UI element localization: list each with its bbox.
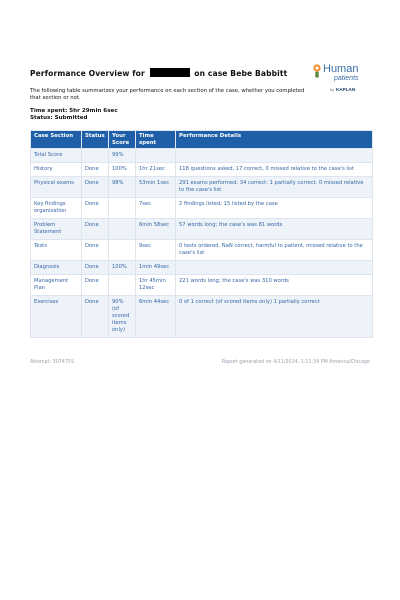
time-spent: Time spent: 5hr 29min 6sec xyxy=(30,107,118,114)
cell-time: 53min 1sec xyxy=(136,177,176,198)
cell-score xyxy=(109,198,136,219)
table-row xyxy=(31,198,373,219)
cell-score xyxy=(109,219,136,240)
cell-time: 6min 58sec xyxy=(136,219,176,240)
cell-details xyxy=(176,261,373,275)
cell-section: Management Plan xyxy=(31,275,82,296)
logo-word: Human xyxy=(323,63,359,75)
cell-status: Done xyxy=(82,261,109,275)
cell-details xyxy=(176,149,373,163)
cell-section: Problem Statement xyxy=(31,219,82,240)
cell-section: Physical exams xyxy=(31,177,82,198)
column-header-section: Case Section xyxy=(31,131,82,149)
cell-score: 100% xyxy=(109,163,136,177)
title-prefix: Performance Overview for xyxy=(30,69,145,78)
cell-status xyxy=(82,149,109,163)
cell-score xyxy=(109,275,136,296)
cell-details: 291 exams performed, 34 correct; 1 partially correct, 0 missed relative to the case's list xyxy=(176,177,373,198)
table-row xyxy=(31,240,373,261)
attempt-id: Attempt: 3074755 xyxy=(30,360,75,365)
cell-status: Done xyxy=(82,163,109,177)
cell-score: 98% xyxy=(109,177,136,198)
cell-section: History xyxy=(31,163,82,177)
table-row xyxy=(31,149,373,163)
cell-status: Done xyxy=(82,296,109,338)
cell-details: 2 findings listed; 15 listed by the case xyxy=(176,198,373,219)
cell-section: Total Score xyxy=(31,149,82,163)
column-header-details: Performance Details xyxy=(176,131,373,149)
cell-time: 7sec xyxy=(136,198,176,219)
redacted-name xyxy=(150,68,190,77)
logo-sub: patients xyxy=(334,75,359,82)
kaplan-logo: KAPLAN xyxy=(336,86,356,92)
cell-score: 90% (of scored items only) xyxy=(109,296,136,338)
title-row xyxy=(30,63,370,92)
cell-status: Done xyxy=(82,219,109,240)
cell-details: 221 words long; the case's was 310 words xyxy=(176,275,373,296)
column-header-score: Your Score xyxy=(109,131,136,149)
cell-time: 6min 44sec xyxy=(136,296,176,338)
cell-status: Done xyxy=(82,177,109,198)
cell-score: 100% xyxy=(109,261,136,275)
table-row xyxy=(31,177,373,198)
cell-section: Tests xyxy=(31,240,82,261)
cell-status: Done xyxy=(82,275,109,296)
table-row xyxy=(31,261,373,275)
cell-details: 57 words long; the case's was 81 words xyxy=(176,219,373,240)
cell-details: 0 tests ordered, NaN correct, harmful to patient, missed relative to the case's list xyxy=(176,240,373,261)
column-header-time: Time spent xyxy=(136,131,176,149)
cell-section: Key findings organization xyxy=(31,198,82,219)
status-line: Status: Submitted xyxy=(30,115,88,122)
table-header-row xyxy=(31,131,373,149)
column-header-status: Status xyxy=(82,131,109,149)
cell-section: Exercises xyxy=(31,296,82,338)
cell-time: 9sec xyxy=(136,240,176,261)
ihuman-logo xyxy=(312,62,370,94)
cell-status: Done xyxy=(82,240,109,261)
table-row xyxy=(31,296,373,338)
table-row xyxy=(31,219,373,240)
cell-score: 99% xyxy=(109,149,136,163)
report-page xyxy=(30,63,370,338)
cell-section: Diagnosis xyxy=(31,261,82,275)
cell-time: 1hr 45min 12sec xyxy=(136,275,176,296)
cell-score xyxy=(109,240,136,261)
performance-table xyxy=(30,130,373,338)
cell-details: 118 questions asked, 17 correct, 0 missed relative to the case's list xyxy=(176,163,373,177)
table-row xyxy=(31,275,373,296)
logo-by: by xyxy=(330,88,335,92)
title-suffix: on case Bebe Babbitt xyxy=(194,69,288,78)
intro-text: The following table summarizes your performance on each section of the case, whether you completed that section or not. xyxy=(30,88,305,102)
cell-details: 0 of 1 correct (of scored items only) 1 partially correct xyxy=(176,296,373,338)
cell-status: Done xyxy=(82,198,109,219)
cell-time: 1hr 21sec xyxy=(136,163,176,177)
table-row xyxy=(31,163,373,177)
report-footer xyxy=(30,360,370,365)
cell-time xyxy=(136,149,176,163)
generated-timestamp: Report generated on 4/11/2024, 1:11:34 PM America/Chicago xyxy=(221,360,370,365)
cell-time: 1min 49sec xyxy=(136,261,176,275)
